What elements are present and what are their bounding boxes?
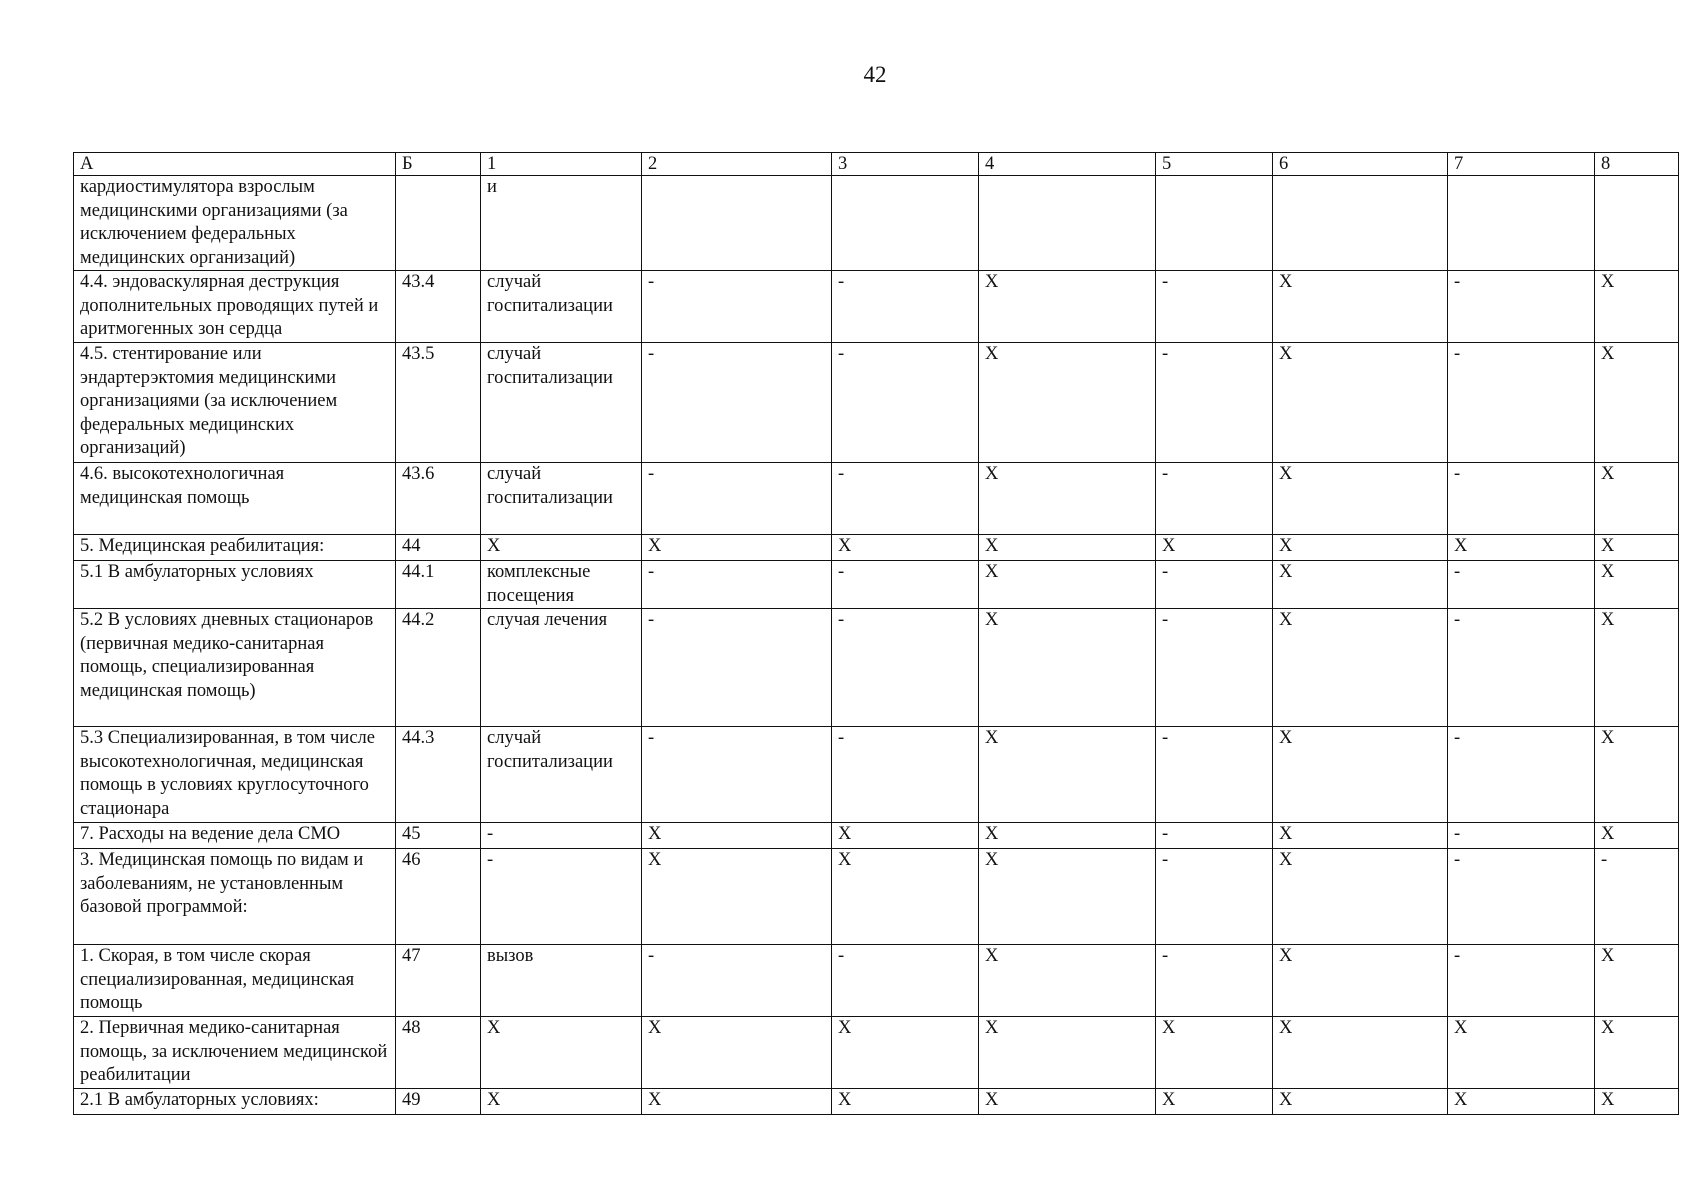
cell-col-7: X	[1448, 1017, 1595, 1089]
header-cell-col-5: 5	[1156, 153, 1273, 176]
header-cell-col-2: 2	[642, 153, 832, 176]
cell-col-1: случай госпитализации	[481, 727, 642, 823]
cell-col-a: 5.1 В амбулаторных условиях	[74, 561, 396, 609]
header-cell-col-1: 1	[481, 153, 642, 176]
cell-col-2: -	[642, 561, 832, 609]
table-row	[74, 535, 1679, 561]
table-row	[74, 1017, 1679, 1089]
cell-col-5: -	[1156, 727, 1273, 823]
cell-col-a: 1. Скорая, в том числе скорая специализированная, медицинская помощь	[74, 945, 396, 1017]
cell-col-a: 5. Медицинская реабилитация:	[74, 535, 396, 561]
cell-col-6: X	[1273, 535, 1448, 561]
cell-col-1: случай госпитализации	[481, 463, 642, 535]
cell-col-2: -	[642, 271, 832, 343]
cell-col-2	[642, 176, 832, 271]
cell-col-6	[1273, 176, 1448, 271]
cell-col-4: X	[979, 945, 1156, 1017]
cell-col-b: 47	[396, 945, 481, 1017]
cell-col-6: X	[1273, 343, 1448, 463]
cell-col-5: -	[1156, 561, 1273, 609]
cell-col-4	[979, 176, 1156, 271]
data-table	[73, 152, 1679, 1115]
table-row	[74, 343, 1679, 463]
cell-col-4: X	[979, 271, 1156, 343]
cell-col-2: -	[642, 343, 832, 463]
header-cell-col-7: 7	[1448, 153, 1595, 176]
cell-col-2: X	[642, 1089, 832, 1115]
cell-col-6: X	[1273, 609, 1448, 727]
table-header-row	[74, 153, 1679, 176]
cell-col-7: -	[1448, 727, 1595, 823]
cell-col-2: X	[642, 1017, 832, 1089]
cell-col-a: 2. Первичная медико-санитарная помощь, за исключением медицинской реабилитации	[74, 1017, 396, 1089]
cell-col-7: -	[1448, 561, 1595, 609]
cell-col-1: X	[481, 1017, 642, 1089]
cell-col-b: 48	[396, 1017, 481, 1089]
cell-col-a: кардиостимулятора взрослым медицинскими организациями (за исключением федеральных медицинских организаций)	[74, 176, 396, 271]
cell-col-7: -	[1448, 343, 1595, 463]
cell-col-4: X	[979, 561, 1156, 609]
cell-col-5: -	[1156, 945, 1273, 1017]
cell-col-4: X	[979, 1089, 1156, 1115]
cell-col-2: -	[642, 945, 832, 1017]
cell-col-3: -	[832, 727, 979, 823]
cell-col-a: 4.6. высокотехнологичная медицинская помощь	[74, 463, 396, 535]
cell-col-6: X	[1273, 463, 1448, 535]
table-row	[74, 727, 1679, 823]
cell-col-b: 46	[396, 849, 481, 945]
cell-col-5: -	[1156, 463, 1273, 535]
page-number: 42	[863, 62, 887, 87]
cell-col-b: 44.1	[396, 561, 481, 609]
cell-col-1: вызов	[481, 945, 642, 1017]
cell-col-5: -	[1156, 849, 1273, 945]
cell-col-a: 7. Расходы на ведение дела СМО	[74, 823, 396, 849]
cell-col-5: X	[1156, 1017, 1273, 1089]
cell-col-a: 2.1 В амбулаторных условиях:	[74, 1089, 396, 1115]
cell-col-b: 44.3	[396, 727, 481, 823]
cell-col-1: X	[481, 1089, 642, 1115]
cell-col-3: X	[832, 849, 979, 945]
header-cell-col-4: 4	[979, 153, 1156, 176]
cell-col-8: X	[1595, 463, 1679, 535]
cell-col-8: X	[1595, 271, 1679, 343]
cell-col-2: X	[642, 535, 832, 561]
table-row	[74, 271, 1679, 343]
cell-col-6: X	[1273, 727, 1448, 823]
cell-col-2: X	[642, 849, 832, 945]
cell-col-2: X	[642, 823, 832, 849]
cell-col-1: комплексные посещения	[481, 561, 642, 609]
cell-col-b: 44	[396, 535, 481, 561]
cell-col-7: -	[1448, 849, 1595, 945]
cell-col-a: 5.2 В условиях дневных стационаров (первичная медико-санитарная помощь, специализированная медицинская помощь)	[74, 609, 396, 727]
cell-col-8: X	[1595, 945, 1679, 1017]
table-row	[74, 176, 1679, 271]
table-row	[74, 823, 1679, 849]
cell-col-7	[1448, 176, 1595, 271]
cell-col-4: X	[979, 609, 1156, 727]
table-row	[74, 945, 1679, 1017]
cell-col-7: -	[1448, 945, 1595, 1017]
cell-col-4: X	[979, 535, 1156, 561]
cell-col-8: X	[1595, 535, 1679, 561]
cell-col-a: 5.3 Специализированная, в том числе высокотехнологичная, медицинская помощь в условиях круглосуточного стационара	[74, 727, 396, 823]
cell-col-8: X	[1595, 823, 1679, 849]
cell-col-3	[832, 176, 979, 271]
cell-col-7: X	[1448, 1089, 1595, 1115]
cell-col-8: X	[1595, 609, 1679, 727]
cell-col-3: X	[832, 1017, 979, 1089]
cell-col-7: -	[1448, 271, 1595, 343]
header-cell-col-a: А	[74, 153, 396, 176]
cell-col-5: -	[1156, 823, 1273, 849]
cell-col-6: X	[1273, 271, 1448, 343]
cell-col-a: 4.4. эндоваскулярная деструкция дополнительных проводящих путей и аритмогенных зон сердца	[74, 271, 396, 343]
cell-col-1: случая лечения	[481, 609, 642, 727]
cell-col-3: -	[832, 945, 979, 1017]
cell-col-3: -	[832, 463, 979, 535]
cell-col-1: -	[481, 849, 642, 945]
cell-col-1: случай госпитализации	[481, 343, 642, 463]
cell-col-4: X	[979, 823, 1156, 849]
table-row	[74, 561, 1679, 609]
cell-col-1: и	[481, 176, 642, 271]
cell-col-3: -	[832, 271, 979, 343]
header-cell-col-3: 3	[832, 153, 979, 176]
cell-col-b: 44.2	[396, 609, 481, 727]
cell-col-6: X	[1273, 1089, 1448, 1115]
cell-col-8: X	[1595, 1089, 1679, 1115]
cell-col-6: X	[1273, 561, 1448, 609]
cell-col-4: X	[979, 1017, 1156, 1089]
cell-col-3: -	[832, 609, 979, 727]
cell-col-8: X	[1595, 1017, 1679, 1089]
table-row	[74, 849, 1679, 945]
cell-col-3: -	[832, 343, 979, 463]
cell-col-5: -	[1156, 343, 1273, 463]
cell-col-8	[1595, 176, 1679, 271]
header-cell-col-6: 6	[1273, 153, 1448, 176]
cell-col-a: 3. Медицинская помощь по видам и заболеваниям, не установленным базовой программой:	[74, 849, 396, 945]
cell-col-2: -	[642, 609, 832, 727]
cell-col-b	[396, 176, 481, 271]
cell-col-5: -	[1156, 271, 1273, 343]
cell-col-3: X	[832, 823, 979, 849]
cell-col-7: -	[1448, 609, 1595, 727]
cell-col-5: -	[1156, 609, 1273, 727]
table-row	[74, 609, 1679, 727]
cell-col-4: X	[979, 727, 1156, 823]
cell-col-4: X	[979, 463, 1156, 535]
cell-col-b: 43.5	[396, 343, 481, 463]
cell-col-6: X	[1273, 1017, 1448, 1089]
cell-col-1: -	[481, 823, 642, 849]
header-cell-col-8: 8	[1595, 153, 1679, 176]
cell-col-4: X	[979, 849, 1156, 945]
cell-col-b: 49	[396, 1089, 481, 1115]
cell-col-5	[1156, 176, 1273, 271]
cell-col-1: X	[481, 535, 642, 561]
cell-col-8: X	[1595, 343, 1679, 463]
cell-col-8: X	[1595, 727, 1679, 823]
cell-col-6: X	[1273, 849, 1448, 945]
cell-col-3: X	[832, 1089, 979, 1115]
cell-col-3: -	[832, 561, 979, 609]
cell-col-2: -	[642, 463, 832, 535]
cell-col-a: 4.5. стентирование или эндартерэктомия медицинскими организациями (за исключением федеральных медицинских организаций)	[74, 343, 396, 463]
cell-col-6: X	[1273, 823, 1448, 849]
cell-col-4: X	[979, 343, 1156, 463]
cell-col-6: X	[1273, 945, 1448, 1017]
header-cell-col-b: Б	[396, 153, 481, 176]
cell-col-2: -	[642, 727, 832, 823]
cell-col-b: 43.6	[396, 463, 481, 535]
cell-col-b: 43.4	[396, 271, 481, 343]
cell-col-7: X	[1448, 535, 1595, 561]
cell-col-3: X	[832, 535, 979, 561]
table-row	[74, 1089, 1679, 1115]
table-row	[74, 463, 1679, 535]
cell-col-1: случай госпитализации	[481, 271, 642, 343]
cell-col-7: -	[1448, 823, 1595, 849]
cell-col-b: 45	[396, 823, 481, 849]
cell-col-5: X	[1156, 535, 1273, 561]
cell-col-8: -	[1595, 849, 1679, 945]
cell-col-7: -	[1448, 463, 1595, 535]
cell-col-8: X	[1595, 561, 1679, 609]
cell-col-5: X	[1156, 1089, 1273, 1115]
